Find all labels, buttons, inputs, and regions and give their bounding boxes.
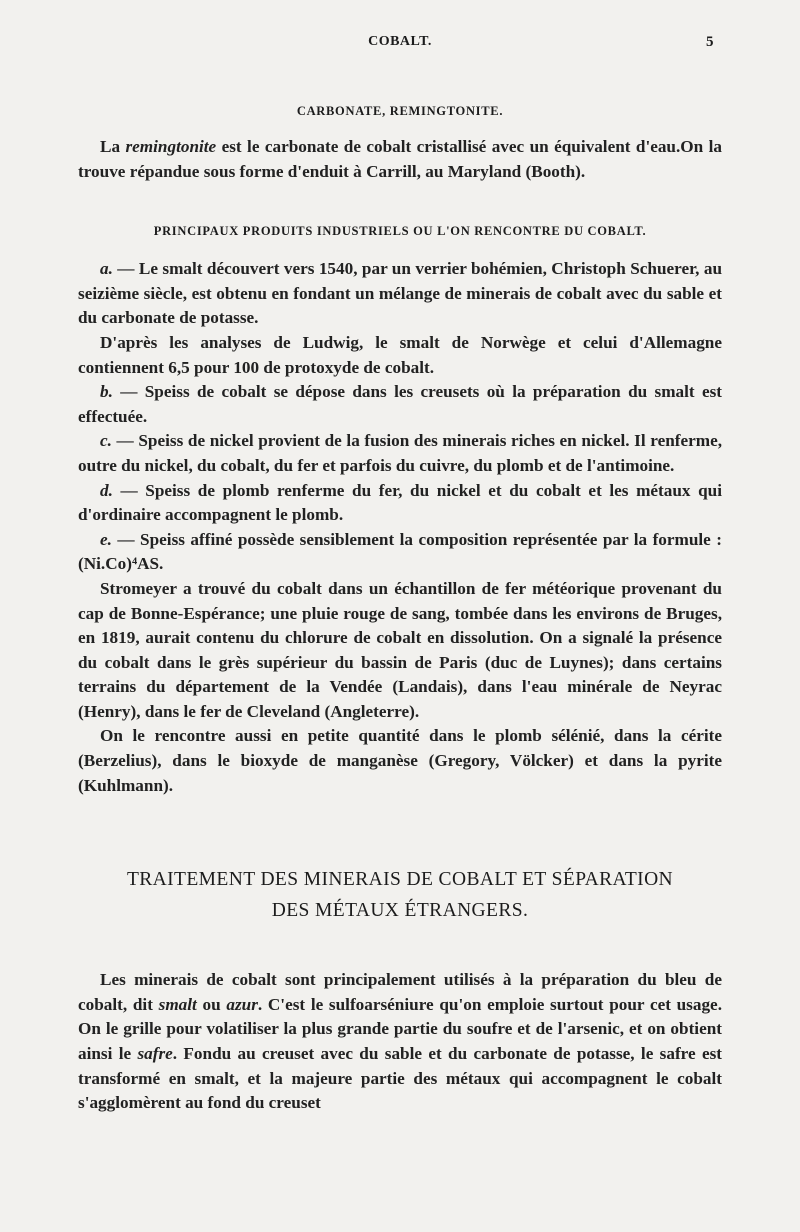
paragraph-treatment bbox=[78, 968, 722, 1116]
paragraph-remingtonite bbox=[78, 135, 722, 184]
term-azur: azur bbox=[226, 994, 258, 1014]
item-letter: a. bbox=[100, 259, 113, 279]
term-smalt: smalt bbox=[158, 994, 197, 1014]
item-text: Stromeyer a trouvé du cobalt dans un échantillon de fer météorique provenant du cap de Bonne-Espérance; une pluie rouge de sang, tombée dans les environs de Bruges, en 1819, aurait contenu du chlorure de cobalt en dissolution. On a signalé la présence du cobalt dans le grès supérieur du bassin de Paris (duc de Luynes); dans certains terrains du département de la Vendée (Landais), dans l'eau minérale de Neyrac (Henry), dans le fer de Cleveland (Angleterre). bbox=[78, 578, 722, 721]
paragraph-stromeyer bbox=[78, 577, 722, 725]
text-run: . C'est le sulfoarséniure qu'on emploie surtout pour cet usage. On le grille pour volatiliser la plus grande partie du soufre et de l'arsenic, et on obtient ainsi le bbox=[78, 994, 722, 1064]
term-remingtonite: remingtonite bbox=[125, 137, 217, 156]
item-text: — Speiss de nickel provient de la fusion des minerais riches en nickel. Il renferme, outre du nickel, du cobalt, du fer et parfois du cuivre, du plomb et de l'antimoine. bbox=[78, 431, 722, 475]
item-text: — Le smalt découvert vers 1540, par un verrier bohémien, Christoph Schuerer, au seizième siècle, est obtenu en fondant un mélange de minerais de cobalt avec du sable et du carbonate de potasse. bbox=[78, 259, 722, 328]
page-header bbox=[0, 32, 800, 56]
text-run: La bbox=[100, 137, 126, 156]
product-item-b bbox=[78, 380, 722, 429]
item-text: On le rencontre aussi en petite quantité dans le plomb sélénié, dans la cérite (Berzelius), dans le bioxyde de manganèse (Gregory, Völcker) et dans la pyrite (Kuhlmann). bbox=[78, 726, 722, 795]
text-run: Les minerais de cobalt sont principalement utilisés à la préparation du bleu de cobalt, dit bbox=[78, 970, 722, 1014]
item-letter: d. bbox=[100, 480, 113, 500]
item-letter: c. bbox=[100, 431, 112, 451]
text-run: ou bbox=[196, 994, 227, 1014]
item-text: — Speiss de cobalt se dépose dans les creusets où la préparation du smalt est effectuée. bbox=[78, 382, 722, 426]
item-text: — Speiss affiné possède sensiblement la composition représentée par la formule : (Ni.Co)⁴AS. bbox=[78, 529, 722, 574]
product-item-e bbox=[78, 528, 722, 577]
item-letter: e. bbox=[100, 529, 112, 549]
item-text: — Speiss de plomb renferme du fer, du nickel et du cobalt et les métaux qui d'ordinaire accompagnent le plomb. bbox=[78, 480, 722, 525]
product-item-c bbox=[78, 429, 722, 478]
section-title-products: PRINCIPAUX PRODUITS INDUSTRIELS OU L'ON RENCONTRE DU COBALT. bbox=[153, 224, 647, 239]
page-content bbox=[78, 104, 722, 1116]
running-title: COBALT. bbox=[368, 34, 432, 49]
term-safre: safre bbox=[137, 1044, 173, 1064]
item-letter: b. bbox=[100, 382, 113, 402]
paragraph-occurrence bbox=[78, 724, 722, 798]
section-title-carbonate: CARBONATE, REMINGTONITE. bbox=[296, 104, 504, 118]
chapter-title-line2: DES MÉTAUX ÉTRANGERS. bbox=[271, 900, 529, 922]
page-number: 5 bbox=[706, 34, 714, 50]
text-run: . Fondu au creuset avec du sable et du carbonate de potasse, le safre est transformé en smalt, et la majeure partie des métaux qui accompagnent le cobalt s'agglomèrent au fond du creuset bbox=[78, 1044, 722, 1113]
paragraph-ludwig bbox=[78, 331, 722, 380]
chapter-title-line1: TRAITEMENT DES MINERAIS DE COBALT ET SÉPARATION bbox=[126, 869, 674, 891]
product-item-a bbox=[78, 257, 722, 331]
product-item-d bbox=[78, 479, 722, 528]
products-list bbox=[78, 257, 722, 798]
chapter-title bbox=[78, 864, 722, 926]
item-text: D'après les analyses de Ludwig, le smalt de Norwège et celui d'Allemagne contiennent 6,5 pour 100 de protoxyde de cobalt. bbox=[78, 332, 722, 377]
text-run: est le carbonate de cobalt cristallisé avec un équivalent d'eau.On la trouve répandue sous forme d'enduit à Carrill, au Maryland (Booth). bbox=[78, 137, 722, 181]
